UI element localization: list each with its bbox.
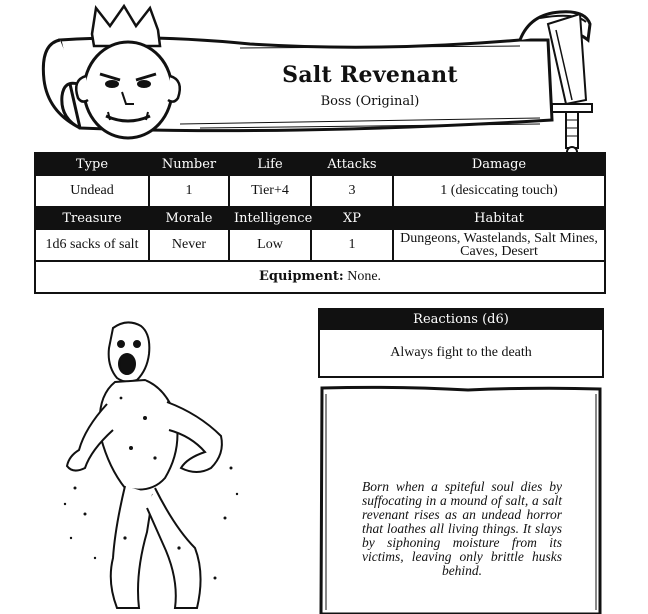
equipment-cell [35, 261, 605, 293]
reactions-box [318, 308, 604, 378]
attacks-header: Attacks [311, 153, 393, 175]
equipment-row [35, 261, 605, 293]
intelligence-header: Intelligence [229, 207, 311, 229]
morale-header: Morale [149, 207, 229, 229]
type-value: Undead [35, 175, 149, 207]
monster-subtitle: Boss (Original) [320, 94, 420, 109]
xp-value: 1 [311, 229, 393, 261]
damage-header: Damage [393, 153, 605, 175]
life-value: Tier+4 [229, 175, 311, 207]
reactions-text: Always fight to the death [390, 345, 532, 360]
xp-header: XP [311, 207, 393, 229]
reactions-title: Reactions (d6) [320, 310, 602, 330]
crowned-head-icon [76, 6, 180, 138]
monster-description: Born when a spiteful soul dies by suffocating in a mound of salt, a salt revenant rises as an undead horror that loathes all living things. It slays by siphoning moisture from its victims, leaving only brittle husks behind. [362, 479, 562, 578]
habitat-header: Habitat [393, 207, 605, 229]
habitat-value: Dungeons, Wastelands, Salt Mines, Caves, Desert [393, 229, 605, 261]
intelligence-value: Low [229, 229, 311, 261]
stat-header-row [35, 153, 605, 175]
treasure-header: Treasure [35, 207, 149, 229]
stat-value-row [35, 175, 605, 207]
life-header: Life [229, 153, 311, 175]
equipment-label: Equipment: [258, 269, 344, 284]
salt-revenant-illustration [55, 318, 245, 614]
stat-value-row [35, 229, 605, 261]
stat-block-table [34, 152, 606, 294]
treasure-value: 1d6 sacks of salt [35, 229, 149, 261]
number-value: 1 [149, 175, 229, 207]
equipment-value: None. [347, 269, 382, 284]
monster-name: Salt Revenant [282, 62, 458, 88]
type-header: Type [35, 153, 149, 175]
damage-value: 1 (desiccating touch) [393, 175, 605, 207]
morale-value: Never [149, 229, 229, 261]
number-header: Number [149, 153, 229, 175]
stat-header-row [35, 207, 605, 229]
attacks-value: 3 [311, 175, 393, 207]
